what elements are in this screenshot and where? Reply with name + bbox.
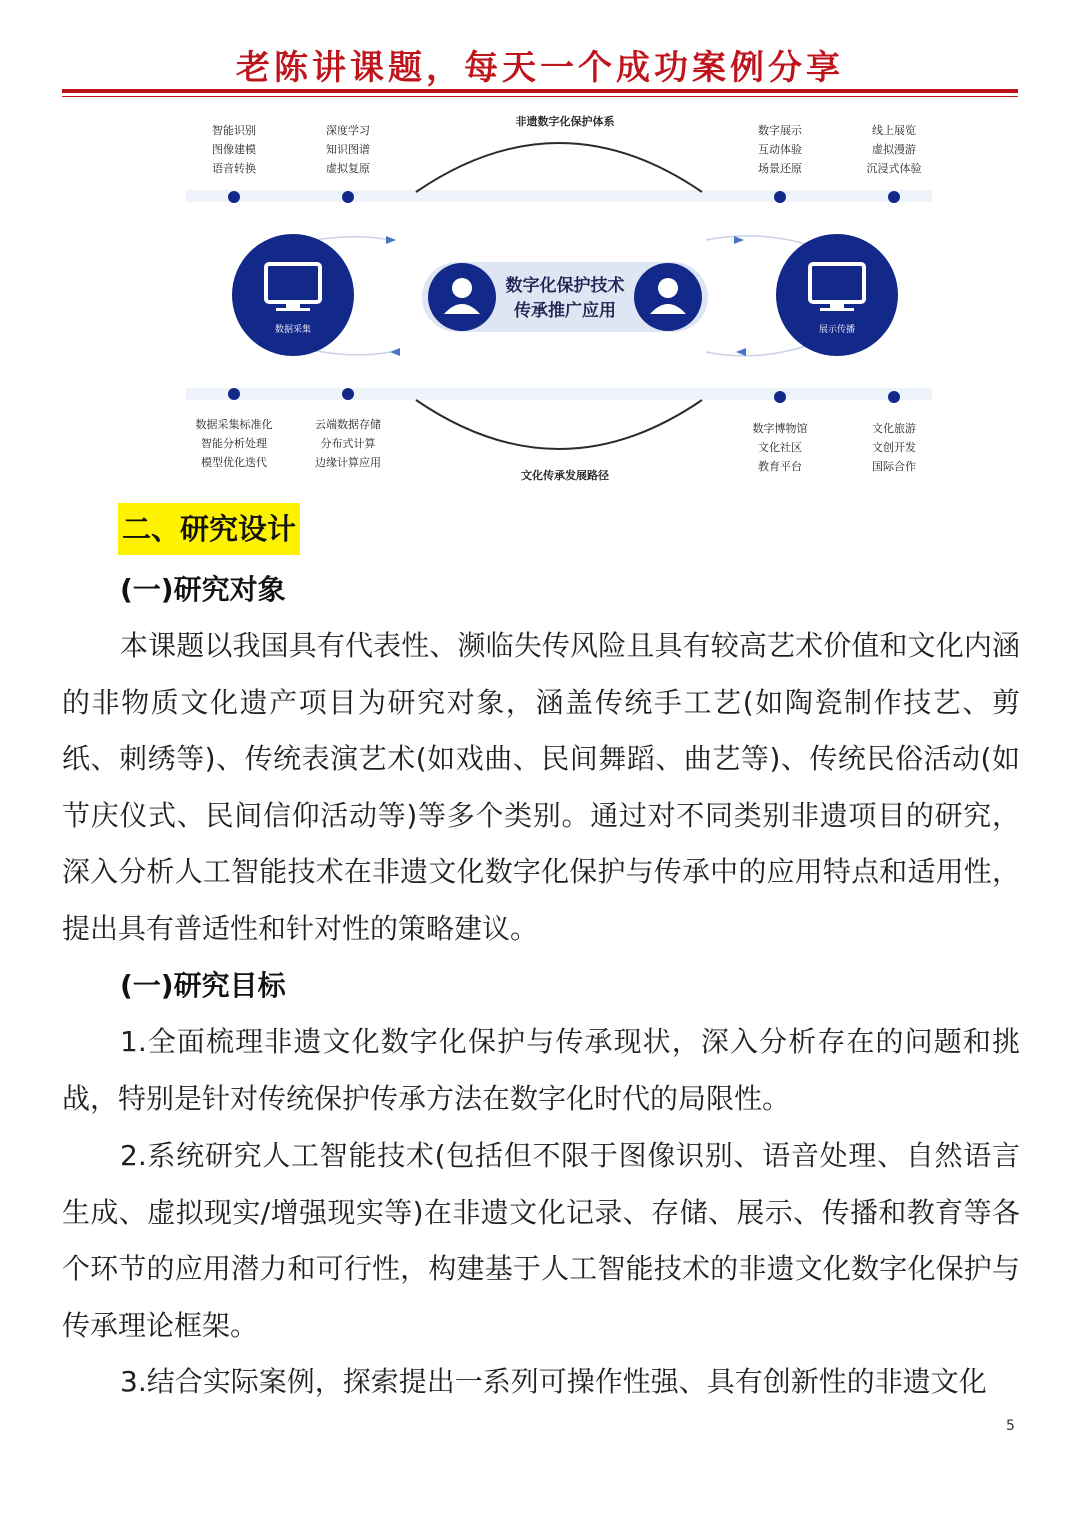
top-group-4-line3: 沉浸式体验 (866, 162, 922, 175)
top-group-1-line1: 智能识别 (212, 124, 256, 137)
paragraph-research-object: 本课题以我国具有代表性、濒临失传风险且具有较高艺术价值和文化内涵的非物质文化遗产项目为研究对象，涵盖传统手工艺(如陶瓷制作技艺、剪纸、刺绣等)、传统表演艺术(如戏曲、民间舞蹈、曲艺等)、传统民俗活动(如节庆仪式、民间信仰活动等)等多个类别。通过对不同类别非遗项目的研究，深入分析人工智能技术在非遗文化数字化保护与传承中的应用特点和适用性，提出具有普适性和针对性的策略建议。 (62, 629, 1020, 945)
display-spread-circle (776, 234, 898, 356)
top-dot (888, 191, 900, 203)
center-label-line2: 传承推广应用 (514, 301, 616, 321)
bottom-path-label: 文化传承发展路径 (521, 469, 609, 482)
top-system-label: 非遗数字化保护体系 (515, 115, 615, 128)
top-group-1-line3: 语音转换 (212, 162, 256, 175)
top-group-2-line1: 深度学习 (326, 124, 370, 137)
top-group-3-line1: 数字展示 (758, 124, 802, 137)
bottom-group-4-line2: 文创开发 (872, 441, 916, 454)
bottom-group-1-line1: 数据采集标准化 (195, 418, 273, 431)
top-group-3-line3: 场景还原 (758, 162, 802, 175)
bottom-group-3-line3: 教育平台 (758, 460, 802, 473)
bottom-group-4-line1: 文化旅游 (872, 422, 916, 435)
right-circle-label: 展示传播 (818, 325, 856, 335)
sub-heading-research-object: (一)研究对象 (120, 573, 286, 606)
bottom-group-3-line2: 文化社区 (758, 441, 802, 454)
paragraph-goal-2: 2.系统研究人工智能技术(包括但不限于图像识别、语音处理、自然语言生成、虚拟现实/增强现实等)在非遗文化记录、存储、展示、传播和教育等各个环节的应用潜力和可行性，构建基于人工智能技术的非遗文化数字化保护与传承理论框架。 (62, 1139, 1020, 1342)
top-group-4-line1: 线上展览 (872, 124, 916, 137)
paragraph-goal-3: 3.结合实际案例，探索提出一系列可操作性强、具有创新性的非遗文化 (120, 1365, 987, 1398)
framework-diagram (186, 104, 932, 490)
bottom-group-2-line2: 分布式计算 (320, 437, 376, 450)
top-dot (228, 191, 240, 203)
bottom-group-2-line3: 边缘计算应用 (315, 456, 381, 469)
bottom-group-4-line3: 国际合作 (872, 460, 916, 473)
header-rule-thin (62, 96, 1018, 97)
bottom-dot (228, 388, 240, 400)
bottom-band (186, 388, 932, 400)
top-group-2-line3: 虚拟复原 (326, 162, 370, 175)
top-band (186, 190, 932, 202)
paragraph-goal-1: 1.全面梳理非遗文化数字化保护与传承现状，深入分析存在的问题和挑战，特别是针对传统保护传承方法在数字化时代的局限性。 (62, 1025, 1020, 1115)
bottom-group-1-line3: 模型优化迭代 (201, 456, 267, 469)
header-rule (62, 89, 1018, 93)
top-dot (342, 191, 354, 203)
bottom-dot (888, 391, 900, 403)
section-heading-research-design: 二、研究设计 (118, 503, 300, 555)
bottom-dot (774, 391, 786, 403)
framework-figure (186, 104, 932, 490)
center-label-line1: 数字化保护技术 (505, 276, 625, 296)
left-circle-label: 数据采集 (274, 325, 312, 335)
page-header-title: 老陈讲课题，每天一个成功案例分享 (236, 48, 844, 88)
top-group-1-line2: 图像建模 (212, 143, 256, 156)
bottom-dot (342, 388, 354, 400)
top-group-2-line2: 知识图谱 (326, 143, 370, 156)
top-dot (774, 191, 786, 203)
bottom-group-1-line2: 智能分析处理 (201, 437, 267, 450)
bottom-group-2-line1: 云端数据存储 (315, 418, 381, 431)
top-group-4-line2: 虚拟漫游 (872, 143, 916, 156)
page-number: 5 (1006, 1418, 1015, 1434)
sub-heading-research-goals: (一)研究目标 (120, 969, 286, 1002)
top-group-3-line2: 互动体验 (758, 143, 802, 156)
data-collection-circle (232, 234, 354, 356)
bottom-group-3-line1: 数字博物馆 (752, 422, 808, 435)
